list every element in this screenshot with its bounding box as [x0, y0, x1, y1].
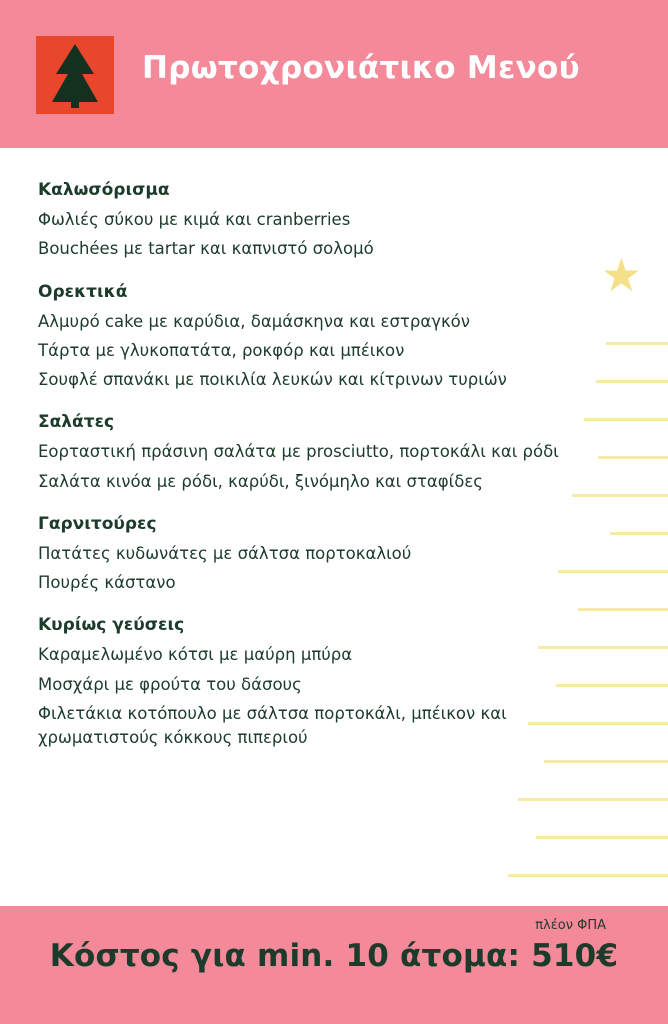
- menu-item: Τάρτα με γλυκοπατάτα, ροκφόρ και μπέικον: [38, 340, 405, 360]
- section-title: Κυρίως γεύσεις: [38, 615, 185, 636]
- menu-item: Σουφλέ σπανάκι με ποικιλία λευκών και κίτρινων τυριών: [38, 370, 507, 389]
- section-title: Ορεκτικά: [38, 281, 128, 302]
- menu-section: [38, 180, 628, 262]
- poster-footer: [0, 906, 668, 1024]
- menu-item: Φιλετάκια κοτόπουλο με σάλτσα πορτοκάλι, μπέικον και χρωματιστούς κόκκους πιπεριού: [38, 703, 507, 747]
- page-title: Πρωτοχρονιάτικο Μενού: [142, 50, 580, 86]
- menu-section: [38, 514, 628, 596]
- menu-content: [0, 148, 668, 906]
- menu-section: [38, 282, 628, 393]
- price-text: Κόστος για min. 10 άτομα: 510€: [49, 938, 619, 974]
- menu-item: Πατάτες κυδωνάτες με σάλτσα πορτοκαλιού: [38, 543, 412, 563]
- menu-item: Καραμελωμένο κότσι με μαύρη μπύρα: [38, 645, 353, 665]
- star-icon: ★: [600, 248, 642, 302]
- menu-item: Αλμυρό cake με καρύδια, δαμάσκηνα και εστραγκόν: [38, 311, 470, 331]
- menu-item: Εορταστική πράσινη σαλάτα με prosciutto, πορτοκάλι και ρόδι: [38, 442, 559, 462]
- menu-section: [38, 412, 628, 494]
- christmas-tree-icon: [36, 36, 114, 114]
- poster-header: [0, 0, 668, 148]
- menu-item: Πουρές κάστανο: [38, 573, 176, 592]
- section-title: Γαρνιτούρες: [38, 513, 157, 534]
- menu-item: Σαλάτα κινόα με ρόδι, καρύδι, ξινόμηλο και σταφίδες: [38, 471, 483, 491]
- menu-section: [38, 615, 628, 750]
- section-title: Καλωσόρισμα: [38, 180, 170, 200]
- menu-item: Φωλιές σύκου με κιμά και cranberries: [38, 210, 351, 229]
- section-title: Σαλάτες: [38, 412, 115, 433]
- menu-item: Μοσχάρι με φρούτα του δάσους: [38, 674, 302, 694]
- vat-note: πλέον ΦΠΑ: [535, 918, 606, 933]
- menu-item: Bouchées με tartar και καπνιστό σολομό: [38, 239, 374, 259]
